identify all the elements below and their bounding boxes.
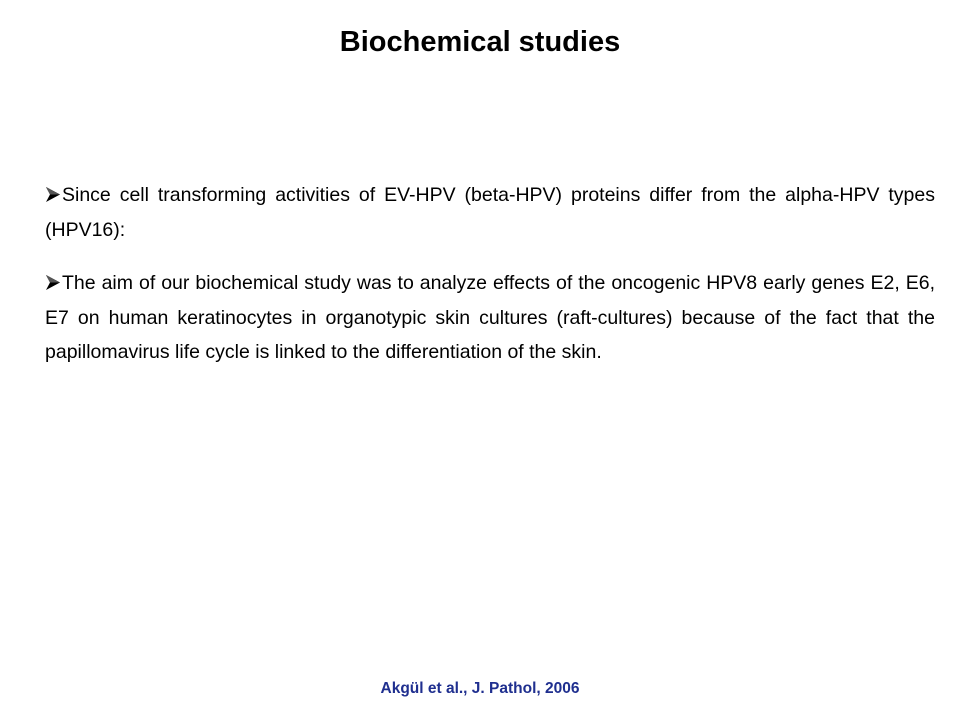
- slide-title: Biochemical studies: [339, 26, 621, 58]
- bullet-item: [45, 266, 935, 370]
- bullet-item: [45, 178, 935, 247]
- bullet-list: [45, 178, 935, 389]
- arrowhead-bullet-icon: [45, 186, 61, 203]
- bullet-text: Since cell transforming activities of EV-HPV (beta-HPV) proteins differ from the alpha-HPV types (HPV16):: [45, 184, 935, 241]
- arrowhead-bullet-icon: [45, 274, 61, 291]
- citation: Akgül et al., J. Pathol, 2006: [380, 680, 580, 697]
- bullet-text: The aim of our biochemical study was to analyze effects of the oncogenic HPV8 early genes E2, E6, E7 on human keratinocytes in organotypic skin cultures (raft-cultures) because of the fact that the papillomavirus life cycle is linked to the differentiation of the skin.: [45, 272, 935, 363]
